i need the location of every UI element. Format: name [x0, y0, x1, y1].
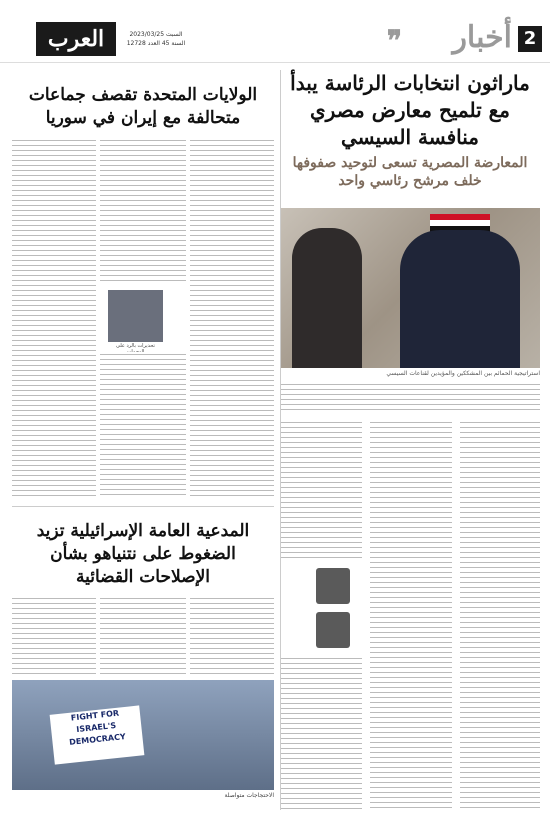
main-story-intro-text	[280, 382, 540, 412]
main-story-heading	[280, 70, 540, 190]
main-story-photo	[280, 208, 540, 368]
story-3-column-2	[100, 596, 186, 676]
page-number: 2	[518, 26, 542, 52]
main-subheadline: المعارضة المصرية تسعى لتوحيد صفوفها خلف مرشح رئاسي واحد	[292, 155, 528, 189]
author-portrait	[316, 612, 350, 648]
main-story-column-3-cont	[280, 656, 362, 810]
story-2-column-3	[190, 138, 274, 498]
author-portrait	[316, 568, 350, 604]
quote-mark-icon: ❞	[386, 24, 402, 57]
main-story-column-3	[280, 420, 362, 560]
story-3-column-3	[190, 596, 274, 676]
column-divider	[280, 70, 281, 810]
story-2-headline: الولايات المتحدة تقصف جماعات متحالفة مع إيران في سوريا	[28, 85, 258, 128]
issue-line: السنة 45 العدد 12728	[126, 40, 186, 47]
story-2-column-2	[100, 138, 186, 283]
masthead	[0, 0, 550, 63]
section-title: أخبار	[452, 20, 512, 55]
story-3-photo-caption: الاحتجاجات متواصلة	[224, 792, 274, 799]
story-2-column-2-cont	[100, 352, 186, 498]
main-headline: ماراثون انتخابات الرئاسة يبدأ مع تلميح معارض مصري منافسة السيسي	[290, 71, 530, 149]
main-photo-caption: استراتيجية الحمائم بين المشككين والمؤيدين لقناعات السيسي	[386, 370, 540, 377]
story-3-headline: المدعية العامة الإسرائيلية تزيد الضغوط على نتنياهو بشأن الإصلاحات القضائية	[36, 521, 250, 587]
story-3-column-1	[12, 596, 96, 676]
newspaper-logo: العرب	[36, 22, 116, 56]
main-story-column-1	[460, 420, 540, 810]
story-2-inset-photo	[108, 290, 163, 342]
main-story-column-2	[370, 420, 452, 810]
story-divider	[12, 506, 274, 507]
story-2-column-1	[12, 138, 96, 498]
date-info	[122, 30, 190, 48]
date-line: السبت 2023/03/25	[129, 31, 183, 38]
person-figure	[292, 228, 362, 368]
story-3-photo	[12, 680, 274, 790]
protest-sign: FIGHT FOR ISRAEL'S DEMOCRACY	[50, 705, 145, 764]
story-2-inset-caption: تحذيرات بالرد على	[116, 343, 155, 349]
person-figure	[400, 230, 520, 368]
